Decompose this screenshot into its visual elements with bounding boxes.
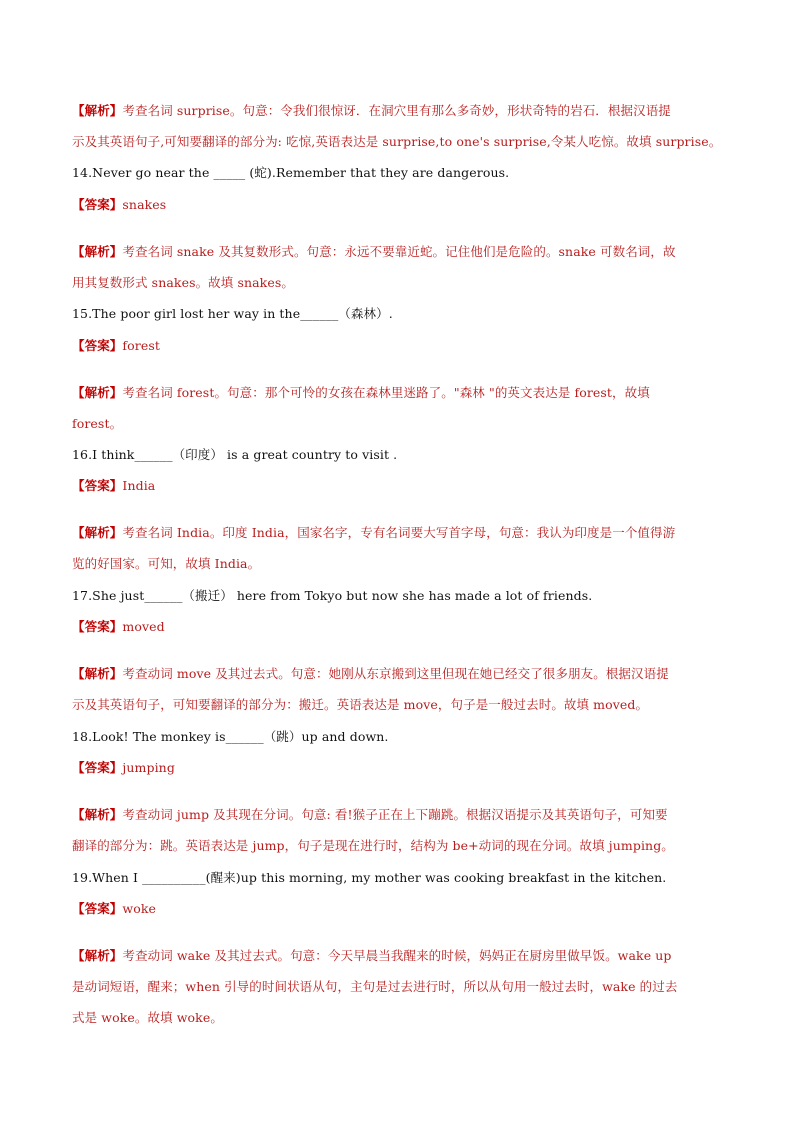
analysis-line: 用其复数形式 snakes。故填 snakes。 bbox=[72, 275, 294, 290]
answer-17: 【答案】moved bbox=[72, 619, 165, 634]
answer-16: 【答案】India bbox=[72, 478, 156, 493]
analysis-15: 【解析】考查名词 forest。句意：那个可怜的女孩在森林里迷路了。"森林 "的英文表达是 forest，故填 bbox=[72, 385, 650, 400]
answer-tag: 【答案】 bbox=[72, 478, 123, 493]
analysis-line: 示及其英语句子,可知要翻译的部分为: 吃惊,英语表达是 surprise,to one's surprise,令某人吃惊。故填 surprise。 bbox=[72, 134, 722, 149]
analysis-tag: 【解析】 bbox=[72, 807, 123, 822]
analysis-19: 【解析】考查动词 wake 及其过去式。句意：今天早晨当我醒来的时候，妈妈正在厨房里做早饭。wake up bbox=[72, 948, 672, 963]
question-16: 16.I think______（印度） is a great country to visit . bbox=[72, 447, 398, 462]
analysis-line: 【解析】考查名词 surprise。句意：令我们很惊讶．在洞穴里有那么多奇妙，形状奇特的岩石．根据汉语提 bbox=[72, 103, 671, 118]
analysis-tag: 【解析】 bbox=[72, 666, 123, 681]
question-18: 18.Look! The monkey is______（跳）up and down. bbox=[72, 729, 389, 744]
analysis-17: 【解析】考查动词 move 及其过去式。句意：她刚从东京搬到这里但现在她已经交了很多朋友。根据汉语提 bbox=[72, 666, 669, 681]
analysis-tag: 【解析】 bbox=[72, 103, 123, 118]
analysis-tag: 【解析】 bbox=[72, 525, 123, 540]
answer-tag: 【答案】 bbox=[72, 338, 123, 353]
answer-tag: 【答案】 bbox=[72, 901, 123, 916]
answer-14: 【答案】snakes bbox=[72, 197, 167, 212]
analysis-line: 示及其英语句子，可知要翻译的部分为：搬迁。英语表达是 move，句子是一般过去时。故填 moved。 bbox=[72, 697, 649, 712]
analysis-tag: 【解析】 bbox=[72, 385, 123, 400]
answer-tag: 【答案】 bbox=[72, 619, 123, 634]
question-14: 14.Never go near the _____ (蛇).Remember that they are dangerous. bbox=[72, 165, 510, 180]
answer-19: 【答案】woke bbox=[72, 901, 157, 916]
question-17: 17.She just______（搬迁） here from Tokyo but now she has made a lot of friends. bbox=[72, 588, 593, 603]
answer-18: 【答案】jumping bbox=[72, 760, 175, 775]
analysis-line: 是动词短语，醒来；when 引导的时间状语从句，主句是过去进行时，所以从句用一般过去时，wake 的过去 bbox=[72, 979, 678, 994]
analysis-14: 【解析】考查名词 snake 及其复数形式。句意：永远不要靠近蛇。记住他们是危险的。snake 可数名词，故 bbox=[72, 244, 676, 259]
analysis-line: 式是 woke。故填 woke。 bbox=[72, 1010, 223, 1025]
analysis-line: forest。 bbox=[72, 416, 123, 431]
analysis-16: 【解析】考查名词 India。印度 India，国家名字，专有名词要大写首字母，句意：我认为印度是一个值得游 bbox=[72, 525, 676, 540]
question-19: 19.When I __________(醒来)up this morning, my mother was cooking breakfast in the kitchen. bbox=[72, 870, 667, 885]
answer-tag: 【答案】 bbox=[72, 760, 123, 775]
analysis-line: 翻译的部分为：跳。英语表达是 jump，句子是现在进行时，结构为 be+动词的现在分词。故填 jumping。 bbox=[72, 838, 674, 853]
analysis-tag: 【解析】 bbox=[72, 244, 123, 259]
question-15: 15.The poor girl lost her way in the______（森林）. bbox=[72, 306, 393, 321]
analysis-18: 【解析】考查动词 jump 及其现在分词。句意: 看!猴子正在上下蹦跳。根据汉语提示及其英语句子，可知要 bbox=[72, 807, 668, 822]
answer-tag: 【答案】 bbox=[72, 197, 123, 212]
answer-15: 【答案】forest bbox=[72, 338, 160, 353]
analysis-tag: 【解析】 bbox=[72, 948, 123, 963]
analysis-line: 览的好国家。可知，故填 India。 bbox=[72, 556, 261, 571]
